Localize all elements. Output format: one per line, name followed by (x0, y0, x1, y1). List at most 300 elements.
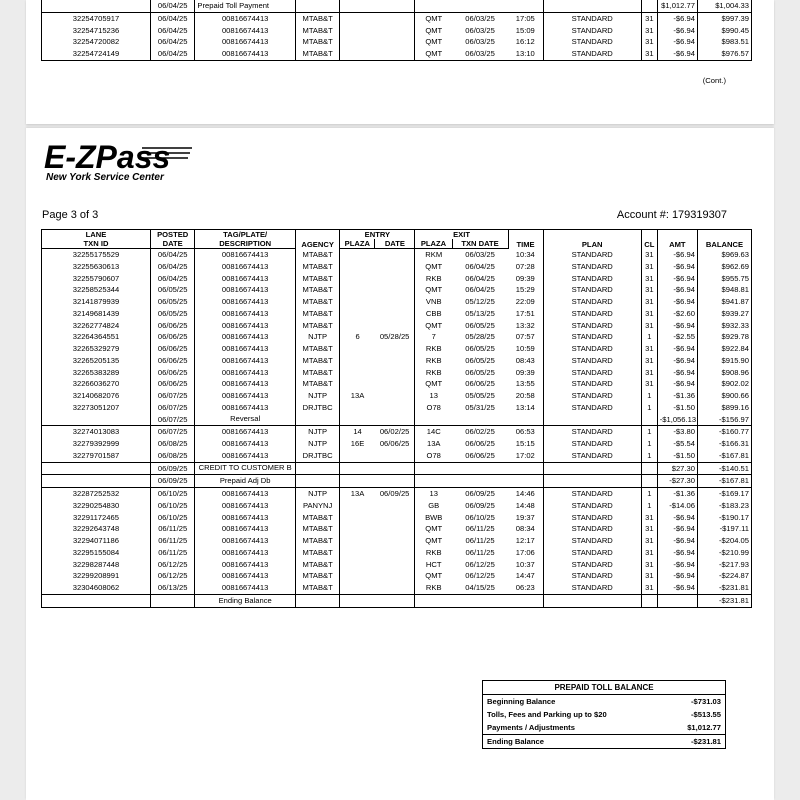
cell-exit-date: 06/06/25 (452, 450, 508, 462)
cell-empty (42, 0, 151, 12)
cell-exit-plaza: RKB (425, 367, 442, 377)
cell-plaza (340, 308, 375, 320)
cell-amt: -$6.94 (657, 582, 697, 594)
cell-desc: 00816674413 (195, 402, 296, 414)
cell-txn: 32273051207 (42, 402, 151, 414)
cell-plan: STANDARD (543, 367, 641, 379)
col-posted-date: DATE (150, 239, 194, 249)
table-row (42, 570, 752, 582)
cell-posted: 06/12/25 (150, 559, 194, 571)
cell-cl: 31 (641, 535, 657, 547)
cell-bal: $955.75 (697, 273, 751, 285)
table-row (42, 308, 752, 320)
cell-posted: 06/04/25 (150, 12, 194, 24)
cell-txn: 32265205135 (42, 355, 151, 367)
cell-plan: STANDARD (543, 48, 641, 60)
cell-date (375, 36, 415, 48)
cell-exit-plaza: QMT (425, 524, 443, 534)
cell-amt: -$3.80 (657, 426, 697, 438)
cell-plan: STANDARD (543, 570, 641, 582)
cell-posted: 06/06/25 (150, 378, 194, 390)
cell-exit-date: 06/02/25 (465, 427, 495, 437)
cell-time: 17:51 (508, 308, 543, 320)
cell-plan: STANDARD (543, 273, 641, 285)
cell-txn: 32304608062 (42, 582, 151, 594)
cell-posted: 06/04/25 (150, 36, 194, 48)
cell-amt: -$6.94 (657, 25, 697, 37)
table-row (42, 378, 752, 390)
cell-plan: STANDARD (543, 36, 641, 48)
cell-time (508, 462, 543, 475)
cell-cl: 31 (641, 512, 657, 524)
cell-desc: Ending Balance (195, 594, 296, 607)
cell-cl: 31 (641, 547, 657, 559)
previous-page (26, 0, 774, 124)
cell-date (375, 594, 415, 607)
table-row (42, 390, 752, 402)
cell-time: 10:37 (508, 559, 543, 571)
cell-desc: Prepaid Adj Db (195, 475, 296, 488)
cell-plaza (340, 36, 375, 48)
cell-desc: 00816674413 (195, 426, 296, 438)
cell-empty (415, 0, 452, 12)
cell-amt: -$6.94 (657, 547, 697, 559)
cell-posted: 06/11/25 (150, 523, 194, 535)
cell-amt: -$1.36 (657, 390, 697, 402)
cell-time: 14:46 (508, 488, 543, 500)
cell-posted: 06/04/25 (150, 261, 194, 273)
cell-txn: 32254720082 (42, 36, 151, 48)
summary-label: Tolls, Fees and Parking up to $20 (487, 710, 607, 719)
cell-txn: 32264364551 (42, 331, 151, 343)
cell-txn: 32279392999 (42, 438, 151, 450)
cell-plan (543, 414, 641, 426)
cell-time: 06:53 (508, 426, 543, 438)
cell-desc: 00816674413 (195, 559, 296, 571)
cell-desc: 00816674413 (195, 450, 296, 462)
cell-empty (543, 0, 641, 12)
cell-plaza (340, 475, 375, 488)
cell-desc: 00816674413 (195, 535, 296, 547)
cell-posted: 06/10/25 (150, 512, 194, 524)
cell-posted: 06/10/25 (150, 500, 194, 512)
cell-desc: 00816674413 (195, 12, 296, 24)
summary-value: $1,012.77 (687, 723, 721, 732)
cell-bal: $932.33 (697, 320, 751, 332)
cell-agency: MTAB&T (295, 523, 339, 535)
cell-bal: $900.66 (697, 390, 751, 402)
cell-exit-date: 06/12/25 (465, 571, 495, 581)
cell-desc: 00816674413 (195, 570, 296, 582)
cell-exit-plaza: GB (428, 500, 440, 510)
cell-exit-date: 06/03/25 (465, 37, 495, 47)
cell-txn: 32299208991 (42, 570, 151, 582)
table-row (42, 273, 752, 285)
cell-bal: -$197.11 (697, 523, 751, 535)
cell-exit-plaza: VNB (425, 297, 442, 306)
cell-plaza (340, 500, 375, 512)
cell-agency: NJTP (295, 426, 339, 438)
cell-time: 12:17 (508, 535, 543, 547)
cell-cl: 31 (641, 559, 657, 571)
summary-row (483, 695, 725, 708)
cell-exit-date: 06/03/25 (465, 250, 495, 259)
col-exit-plaza: PLAZA (415, 239, 452, 249)
cell-exit-plaza: RKB (415, 582, 452, 594)
cell-date: 06/02/25 (375, 426, 415, 438)
cell-date (375, 308, 415, 320)
table-row (42, 284, 752, 296)
cell-bal: $948.81 (697, 284, 751, 296)
cell-desc: 00816674413 (195, 296, 296, 308)
cell-agency: MTAB&T (295, 284, 339, 296)
cell-date (375, 12, 415, 24)
cell-amt: -$6.94 (657, 273, 697, 285)
cell-bal: -$217.93 (697, 559, 751, 571)
cell-posted: 06/08/25 (150, 438, 194, 450)
cell-exit-date: 05/05/25 (465, 391, 495, 400)
summary-label: Beginning Balance (487, 697, 556, 706)
cell-txn (42, 475, 151, 488)
cell-plan: STANDARD (543, 535, 641, 547)
summary-row (483, 735, 725, 748)
cell-date (375, 523, 415, 535)
cell-exit-date: 06/04/25 (465, 261, 495, 271)
cell-amt: $27.30 (657, 462, 697, 475)
cell-bal: -$156.97 (697, 414, 751, 426)
cell-cl: 31 (641, 48, 657, 60)
col-description: DESCRIPTION (195, 239, 296, 249)
cell-agency: MTAB&T (295, 273, 339, 285)
cell-plaza (340, 48, 375, 60)
cell-amt: -$14.06 (657, 500, 697, 512)
cell-bal: $902.02 (697, 378, 751, 390)
cell-plan: STANDARD (543, 547, 641, 559)
col-time: TIME (508, 230, 543, 249)
cell-posted: 06/04/25 (150, 273, 194, 285)
cell-bal: $908.96 (697, 367, 751, 379)
cell-agency (295, 475, 339, 488)
cell-exit-plaza: CBB (425, 308, 442, 318)
cell-date: 06/06/25 (375, 438, 415, 450)
cell-agency: NJTP (295, 331, 339, 343)
summary-title: PREPAID TOLL BALANCE (483, 681, 725, 695)
cell-desc: 00816674413 (195, 331, 296, 343)
cell-amt: -$6.94 (657, 378, 697, 390)
cell-exit-plaza: 7 (431, 332, 436, 342)
cell-agency (295, 462, 339, 475)
col-amt: AMT (657, 230, 697, 249)
cell-amt: -$6.94 (657, 367, 697, 379)
cell-date (375, 570, 415, 582)
cell-time: 08:34 (508, 523, 543, 535)
cell-exit-plaza: HCT (425, 559, 442, 569)
cell-posted: 06/05/25 (150, 284, 194, 296)
cell-agency: MTAB&T (295, 249, 339, 261)
cell-desc: 00816674413 (195, 343, 296, 355)
cell-bal: $969.63 (697, 249, 751, 261)
cell-exit-plaza (415, 475, 452, 488)
cell-exit-date: 06/03/25 (452, 48, 508, 60)
cell-txn: 32265329279 (42, 343, 151, 355)
cell-plan: STANDARD (543, 308, 641, 320)
cell-time: 22:09 (508, 296, 543, 308)
cell-plan: STANDARD (543, 402, 641, 414)
cell-txn: 32262774824 (42, 320, 151, 332)
table-row (42, 523, 752, 535)
cell-bal: $929.78 (697, 331, 751, 343)
cell-desc: 00816674413 (195, 36, 296, 48)
cell-empty (452, 0, 508, 12)
cell-desc: 00816674413 (195, 367, 296, 379)
cell-bal: -$160.77 (697, 426, 751, 438)
cell-date (375, 273, 415, 285)
cell-exit-date: 04/15/25 (452, 582, 508, 594)
transactions-table (41, 229, 752, 608)
account-number: Account #: 179319307 (616, 209, 727, 221)
cell-agency (295, 414, 339, 426)
svg-text:E-ZPass: E-ZPass (44, 140, 171, 174)
cell-exit-date (452, 414, 508, 426)
cell-time: 13:55 (508, 378, 543, 390)
cell-plaza (340, 12, 375, 24)
cell-posted: 06/07/25 (150, 402, 194, 414)
cell-cl: 1 (641, 438, 657, 450)
cell-plan: STANDARD (543, 249, 641, 261)
cell-amt: -$6.94 (657, 249, 697, 261)
cell-empty (641, 0, 657, 12)
cell-date (375, 512, 415, 524)
cell-posted: 06/04/25 (150, 249, 194, 261)
cell-plan: STANDARD (543, 559, 641, 571)
cell-exit-plaza: QMT (425, 285, 443, 295)
cell-agency: DRJTBC (295, 402, 339, 414)
cell-bal: $976.57 (697, 48, 751, 60)
cell-exit-plaza: QMT (415, 48, 452, 60)
cell-amt: -$6.94 (657, 559, 697, 571)
cell-txn: 32294071186 (42, 535, 151, 547)
cell-txn: 32254724149 (42, 48, 151, 60)
cell-plaza (340, 462, 375, 475)
table-row (42, 355, 752, 367)
col-balance: BALANCE (697, 230, 751, 249)
cell-desc: 00816674413 (195, 582, 296, 594)
cell-plaza (340, 547, 375, 559)
cell-bal: $915.90 (697, 355, 751, 367)
cell-date (375, 355, 415, 367)
summary-label: Ending Balance (487, 737, 544, 746)
cell-bal: -$167.81 (697, 475, 751, 488)
table-row (42, 320, 752, 332)
cell-plaza (340, 378, 375, 390)
cell-agency: MTAB&T (295, 535, 339, 547)
cell-posted: 06/08/25 (150, 450, 194, 462)
cell-agency (295, 594, 339, 607)
cell-posted: 06/06/25 (150, 367, 194, 379)
cell-cl: 31 (641, 367, 657, 379)
summary-row (483, 708, 725, 721)
cell-plaza (340, 273, 375, 285)
cell-plan: STANDARD (543, 284, 641, 296)
cell-exit-plaza: 13 (429, 489, 438, 498)
table-row (42, 48, 752, 60)
cell-exit-plaza: O78 (415, 450, 452, 462)
cell-exit-plaza: 13 (429, 391, 438, 400)
cell-exit-plaza: RKB (425, 273, 442, 283)
cell-amt: -$2.60 (657, 308, 697, 320)
summary-value: -$513.55 (691, 710, 721, 719)
table-row (42, 343, 752, 355)
cell-plan: STANDARD (543, 343, 641, 355)
cell-txn: 32292643748 (42, 523, 151, 535)
cell-amt: -$1.36 (657, 488, 697, 500)
cell-txn: 32255630613 (42, 261, 151, 273)
cell-exit-date: 06/03/25 (465, 25, 495, 35)
cell-txn: 32279701587 (42, 450, 151, 462)
cell-plaza (340, 450, 375, 462)
cell-empty (340, 0, 375, 12)
cell-bal: $997.39 (697, 12, 751, 24)
col-exit: EXIT (415, 230, 508, 240)
cell-agency: MTAB&T (295, 343, 339, 355)
cell-amt: -$6.94 (657, 296, 697, 308)
cell-plan: STANDARD (543, 261, 641, 273)
cell-posted: 06/05/25 (150, 308, 194, 320)
cell-time: 10:34 (508, 249, 543, 261)
cell-time: 20:58 (508, 390, 543, 402)
cell-amt: -$1.50 (657, 450, 697, 462)
cell-desc: Reversal (195, 414, 296, 426)
table-row (42, 594, 752, 607)
cell-empty (508, 0, 543, 12)
cell-txn: 32140682076 (42, 390, 151, 402)
cell-posted: 06/07/25 (150, 414, 194, 426)
cell-agency: MTAB&T (295, 570, 339, 582)
prepaid-toll-balance (482, 680, 726, 749)
cell-cl: 31 (641, 355, 657, 367)
col-agency: AGENCY (295, 230, 339, 249)
cell-desc: 00816674413 (195, 308, 296, 320)
table-row (42, 488, 752, 500)
cell-time: 08:43 (508, 355, 543, 367)
cell-plaza (340, 582, 375, 594)
cell-bal: $990.45 (697, 25, 751, 37)
cell-amt: -$6.94 (657, 355, 697, 367)
cell-txn: 32258525344 (42, 284, 151, 296)
cell-bal: -$231.81 (697, 594, 751, 607)
cell-date (375, 390, 415, 402)
cell-amt: -$1.50 (657, 402, 697, 414)
cell-bal: $983.51 (697, 36, 751, 48)
col-posted: POSTED (150, 230, 194, 240)
cell-plaza (340, 343, 375, 355)
cell-posted: 06/07/25 (150, 390, 194, 402)
cell-posted: 06/05/25 (150, 296, 194, 308)
cell-txn (42, 462, 151, 475)
cell-amt (657, 594, 697, 607)
cell-plaza (340, 296, 375, 308)
cell-agency: MTAB&T (295, 296, 339, 308)
cell-exit-plaza (415, 414, 452, 426)
cell-cl (641, 414, 657, 426)
cell-plaza: 6 (355, 332, 360, 342)
cell-bal: $1,004.33 (697, 0, 751, 12)
cell-txn: 32255175529 (42, 249, 151, 261)
cell-exit-date (452, 475, 508, 488)
cell-plaza (340, 523, 375, 535)
table-row (42, 367, 752, 379)
cell-plaza (340, 355, 375, 367)
cell-bal: $922.84 (697, 343, 751, 355)
cell-plaza (340, 367, 375, 379)
cell-cl: 1 (641, 426, 657, 438)
cell-exit-plaza: 13A (426, 439, 441, 448)
cell-exit-date: 06/12/25 (465, 559, 495, 569)
cell-date (375, 462, 415, 475)
cell-agency: NJTP (295, 488, 339, 500)
cell-time (508, 475, 543, 488)
cell-txn: 32265383289 (42, 367, 151, 379)
cell-exit-date: 05/13/25 (465, 308, 495, 318)
cell-exit-plaza: RKM (425, 250, 443, 259)
cell-plaza (340, 570, 375, 582)
cell-exit-date: 06/05/25 (465, 355, 495, 365)
cell-date (375, 343, 415, 355)
table-row (42, 25, 752, 37)
cell-time (508, 594, 543, 607)
cell-time: 16:12 (508, 36, 543, 48)
cell-date: 05/28/25 (375, 331, 415, 343)
cell-date (375, 48, 415, 60)
cell-exit-plaza (415, 594, 452, 607)
cell-cl: 1 (641, 488, 657, 500)
cell-desc: 00816674413 (195, 273, 296, 285)
table-header (42, 230, 752, 249)
cell-plaza: 16E (350, 439, 365, 448)
cell-posted: 06/13/25 (150, 582, 194, 594)
cell-agency: MTAB&T (295, 36, 339, 48)
cell-plan: STANDARD (543, 582, 641, 594)
cell-date (375, 296, 415, 308)
cell-empty (375, 0, 415, 12)
table-row (42, 331, 752, 343)
table-row (42, 12, 752, 24)
previous-page-table (41, 0, 752, 61)
cell-posted: 06/04/25 (150, 25, 194, 37)
table-row (42, 535, 752, 547)
cell-bal: $899.16 (697, 402, 751, 414)
cell-txn: 32149681439 (42, 308, 151, 320)
table-row (42, 261, 752, 273)
table-row (42, 500, 752, 512)
cell-exit-date: 06/10/25 (465, 512, 495, 522)
cell-time: 15:15 (508, 438, 543, 450)
cell-amt: -$6.94 (657, 535, 697, 547)
cell-exit-plaza: RKB (425, 344, 442, 353)
cell-exit-date: 06/09/25 (465, 489, 495, 498)
cell-plan: STANDARD (543, 500, 641, 512)
cell-amt: -$6.94 (657, 523, 697, 535)
cell-desc: 00816674413 (195, 390, 296, 402)
cell-desc: Prepaid Toll Payment (195, 0, 296, 12)
cell-amt: -$6.94 (657, 343, 697, 355)
cell-date (375, 261, 415, 273)
table-row (42, 426, 752, 438)
cell-date (375, 25, 415, 37)
table-row (42, 559, 752, 571)
cell-desc: 00816674413 (195, 500, 296, 512)
cell-desc: 00816674413 (195, 320, 296, 332)
